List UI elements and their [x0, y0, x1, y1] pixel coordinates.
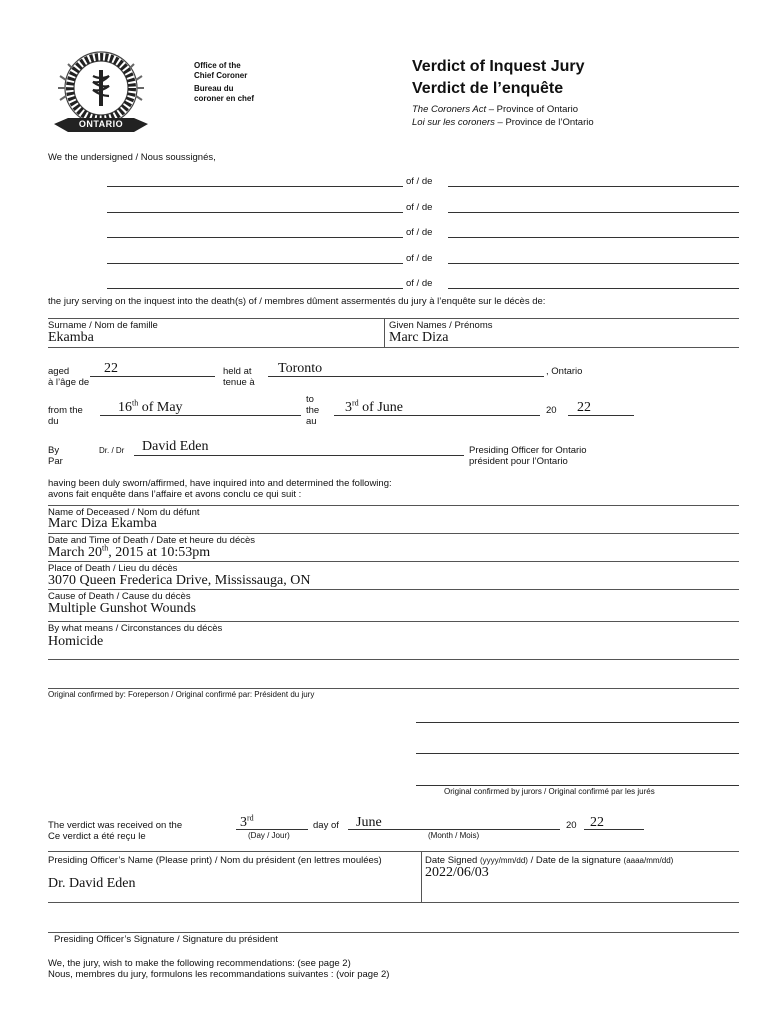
- name-of-deceased-label: Name of Deceased / Nom du défunt: [48, 507, 200, 518]
- date-time-value-b: , 2015 at 10:53pm: [108, 545, 211, 560]
- month-hint: (Month / Mois): [428, 831, 480, 840]
- date-time-suffix: th: [102, 543, 109, 553]
- date-time-value-a: March 20: [48, 545, 103, 560]
- year-value[interactable]: 22: [577, 400, 591, 415]
- from-day-suffix: th: [132, 398, 139, 408]
- to-label-3: au: [306, 416, 317, 427]
- sworn-statement: [48, 478, 392, 500]
- from-label-fr: du: [48, 416, 59, 427]
- surname-value[interactable]: Ekamba: [48, 330, 94, 345]
- date-signed-a: Date Signed: [425, 855, 480, 866]
- office-en-line-1: Office of the: [194, 61, 241, 70]
- held-at-label: [223, 366, 255, 388]
- by-what-means-value[interactable]: Homicide: [48, 634, 104, 649]
- date-signed-c: / Date de la signature: [527, 855, 624, 866]
- received-year-prefix: 20: [566, 820, 577, 831]
- juror-confirm-line-2[interactable]: [416, 753, 739, 754]
- act-reference-en: [412, 104, 578, 115]
- date-signed-value[interactable]: 2022/06/03: [425, 865, 489, 880]
- surname-label: Surname / Nom de famille: [48, 320, 158, 331]
- findings-rule-7: [48, 688, 739, 689]
- juror-name-field[interactable]: [107, 263, 403, 264]
- held-at-field-line: [268, 376, 544, 377]
- year-field-line: [568, 415, 634, 416]
- aged-value[interactable]: 22: [104, 361, 118, 376]
- date-signed-b: (yyyy/mm/dd): [479, 856, 528, 865]
- aged-field-line: [90, 376, 215, 377]
- given-names-label: Given Names / Prénoms: [389, 320, 493, 331]
- juror-confirm-line-1[interactable]: [416, 722, 739, 723]
- sworn-statement-en: having been duly sworn/affirmed, have inquired into and determined the following:: [48, 478, 392, 489]
- of-label: of / de: [406, 227, 433, 238]
- findings-rule-1: [48, 505, 739, 506]
- received-day: 3: [240, 815, 247, 830]
- of-label: of / de: [406, 253, 433, 264]
- year-prefix: 20: [546, 405, 557, 416]
- received-month-line: [348, 829, 560, 830]
- juror-name-field[interactable]: [107, 288, 403, 289]
- signoff-divider: [421, 851, 422, 902]
- presiding-doctor-value[interactable]: David Eden: [142, 439, 209, 454]
- cause-of-death-value[interactable]: Multiple Gunshot Wounds: [48, 601, 196, 616]
- juror-of-field[interactable]: [448, 237, 739, 238]
- office-name-fr: [194, 84, 254, 104]
- jury-serving-text: the jury serving on the inquest into the death(s) of / membres dûment assermentés du jury à l’enquête sur le décès de:: [48, 296, 546, 307]
- held-at-label-en: held at: [223, 366, 252, 377]
- names-top-rule: [48, 318, 739, 319]
- act-name-en: The Coroners Act: [412, 104, 487, 115]
- to-month: of June: [358, 400, 403, 415]
- received-year-line: [584, 829, 644, 830]
- to-day: 3: [345, 400, 352, 415]
- officer-name-value[interactable]: Dr. David Eden: [48, 876, 136, 891]
- signoff-bottom-rule: [48, 902, 739, 903]
- findings-rule-2: [48, 533, 739, 534]
- from-month: of May: [138, 400, 183, 415]
- findings-rule-5: [48, 621, 739, 622]
- juror-name-field[interactable]: [107, 237, 403, 238]
- given-names-value[interactable]: Marc Diza: [389, 330, 449, 345]
- date-signed-d: (aaaa/mm/dd): [623, 856, 674, 865]
- juror-of-field[interactable]: [448, 186, 739, 187]
- received-label-en: The verdict was received on the: [48, 820, 183, 831]
- place-of-death-value[interactable]: 3070 Queen Frederica Drive, Mississauga, ON: [48, 573, 311, 588]
- held-at-value[interactable]: Toronto: [278, 361, 323, 376]
- from-day: 16: [118, 400, 132, 415]
- form-title-fr: Verdict de l’enquête: [412, 80, 564, 97]
- signature-line[interactable]: [48, 932, 739, 933]
- findings-rule-3: [48, 561, 739, 562]
- date-time-value[interactable]: [48, 545, 210, 561]
- juror-name-field[interactable]: [107, 212, 403, 213]
- juror-of-field[interactable]: [448, 212, 739, 213]
- to-label: [306, 394, 319, 427]
- aged-label-en: aged: [48, 366, 70, 377]
- by-label-fr: Par: [48, 456, 63, 467]
- findings-rule-4: [48, 589, 739, 590]
- act-reference-fr: [412, 117, 594, 128]
- place-of-death-label: Place of Death / Lieu du décès: [48, 563, 178, 574]
- signoff-top-rule: [48, 851, 739, 852]
- day-hint: (Day / Jour): [248, 831, 290, 840]
- received-label-fr: Ce verdict a été reçu le: [48, 831, 146, 842]
- findings-rule-6: [48, 659, 739, 660]
- presiding-officer-label: [469, 445, 587, 467]
- juror-confirm-line-3[interactable]: [416, 785, 739, 786]
- officer-name-label: Presiding Officer’s Name (Please print) / Nom du président (en lettres moulées): [48, 855, 382, 866]
- to-label-1: to: [306, 394, 314, 405]
- by-label: [48, 445, 63, 467]
- presiding-officer-fr: président pour l’Ontario: [469, 456, 568, 467]
- office-en-line-2: Chief Coroner: [194, 71, 248, 80]
- juror-of-field[interactable]: [448, 288, 739, 289]
- act-province-en: – Province of Ontario: [486, 104, 578, 115]
- received-year-value[interactable]: 22: [590, 815, 604, 830]
- names-bottom-rule: [48, 347, 739, 348]
- ontario-coroner-seal: [48, 46, 158, 144]
- recommendations-fr: Nous, membres du jury, formulons les recommandations suivantes : (voir page 2): [48, 969, 390, 980]
- to-label-2: the: [306, 405, 320, 416]
- doctor-field-line: [134, 455, 464, 456]
- sworn-statement-fr: avons fait enquête dans l’affaire et avons conclu ce qui suit :: [48, 489, 302, 500]
- date-time-label: Date and Time of Death / Date et heure du décès: [48, 535, 256, 546]
- received-month-value[interactable]: June: [356, 815, 382, 830]
- of-label: of / de: [406, 176, 433, 187]
- name-of-deceased-value[interactable]: Marc Diza Ekamba: [48, 516, 157, 531]
- cause-of-death-label: Cause of Death / Cause du décès: [48, 591, 191, 602]
- jurors-intro: We the undersigned / Nous soussignés,: [48, 152, 216, 163]
- recommendations-en: We, the jury, wish to make the following recommendations: (see page 2): [48, 958, 351, 969]
- ontario-suffix: , Ontario: [546, 366, 583, 377]
- to-day-suffix: rd: [352, 398, 359, 408]
- by-label-en: By: [48, 445, 60, 456]
- signature-label: Presiding Officer’s Signature / Signature du président: [54, 934, 278, 945]
- held-at-label-fr: tenue à: [223, 377, 255, 388]
- to-field-line: [334, 415, 540, 416]
- recommendations-note: [48, 958, 389, 980]
- from-label: [48, 405, 83, 427]
- aged-label-fr: à l’âge de: [48, 377, 90, 388]
- names-divider: [384, 318, 385, 347]
- juror-name-field[interactable]: [107, 186, 403, 187]
- by-what-means-label: By what means / Circonstances du décès: [48, 623, 223, 634]
- of-label: of / de: [406, 202, 433, 213]
- day-of-label: day of: [313, 820, 339, 831]
- to-date-value[interactable]: [345, 400, 403, 416]
- received-day-suffix: rd: [247, 813, 254, 823]
- foreperson-confirmation-label: Original confirmed by: Foreperson / Original confirmé par: Président du jury: [48, 690, 315, 699]
- act-name-fr: Loi sur les coroners: [412, 117, 495, 128]
- aged-label: [48, 366, 89, 388]
- dr-label: Dr. / Dr: [99, 446, 125, 455]
- office-name-en: [194, 61, 247, 81]
- from-date-value[interactable]: [118, 400, 183, 416]
- juror-of-field[interactable]: [448, 263, 739, 264]
- office-fr-line-1: Bureau du: [194, 84, 234, 93]
- of-label: of / de: [406, 278, 433, 289]
- from-field-line: [100, 415, 301, 416]
- received-day-line: [236, 829, 308, 830]
- presiding-officer-en: Presiding Officer for Ontario: [469, 445, 587, 456]
- act-province-fr: – Province de l’Ontario: [494, 117, 594, 128]
- office-fr-line-2: coroner en chef: [194, 94, 255, 103]
- seal-banner-text: ONTARIO: [78, 119, 124, 129]
- from-label-en: from the: [48, 405, 83, 416]
- received-label: [48, 820, 182, 842]
- form-title-en: Verdict of Inquest Jury: [412, 58, 585, 75]
- jurors-confirmation-label: Original confirmed by jurors / Original confirmé par les jurés: [444, 787, 655, 796]
